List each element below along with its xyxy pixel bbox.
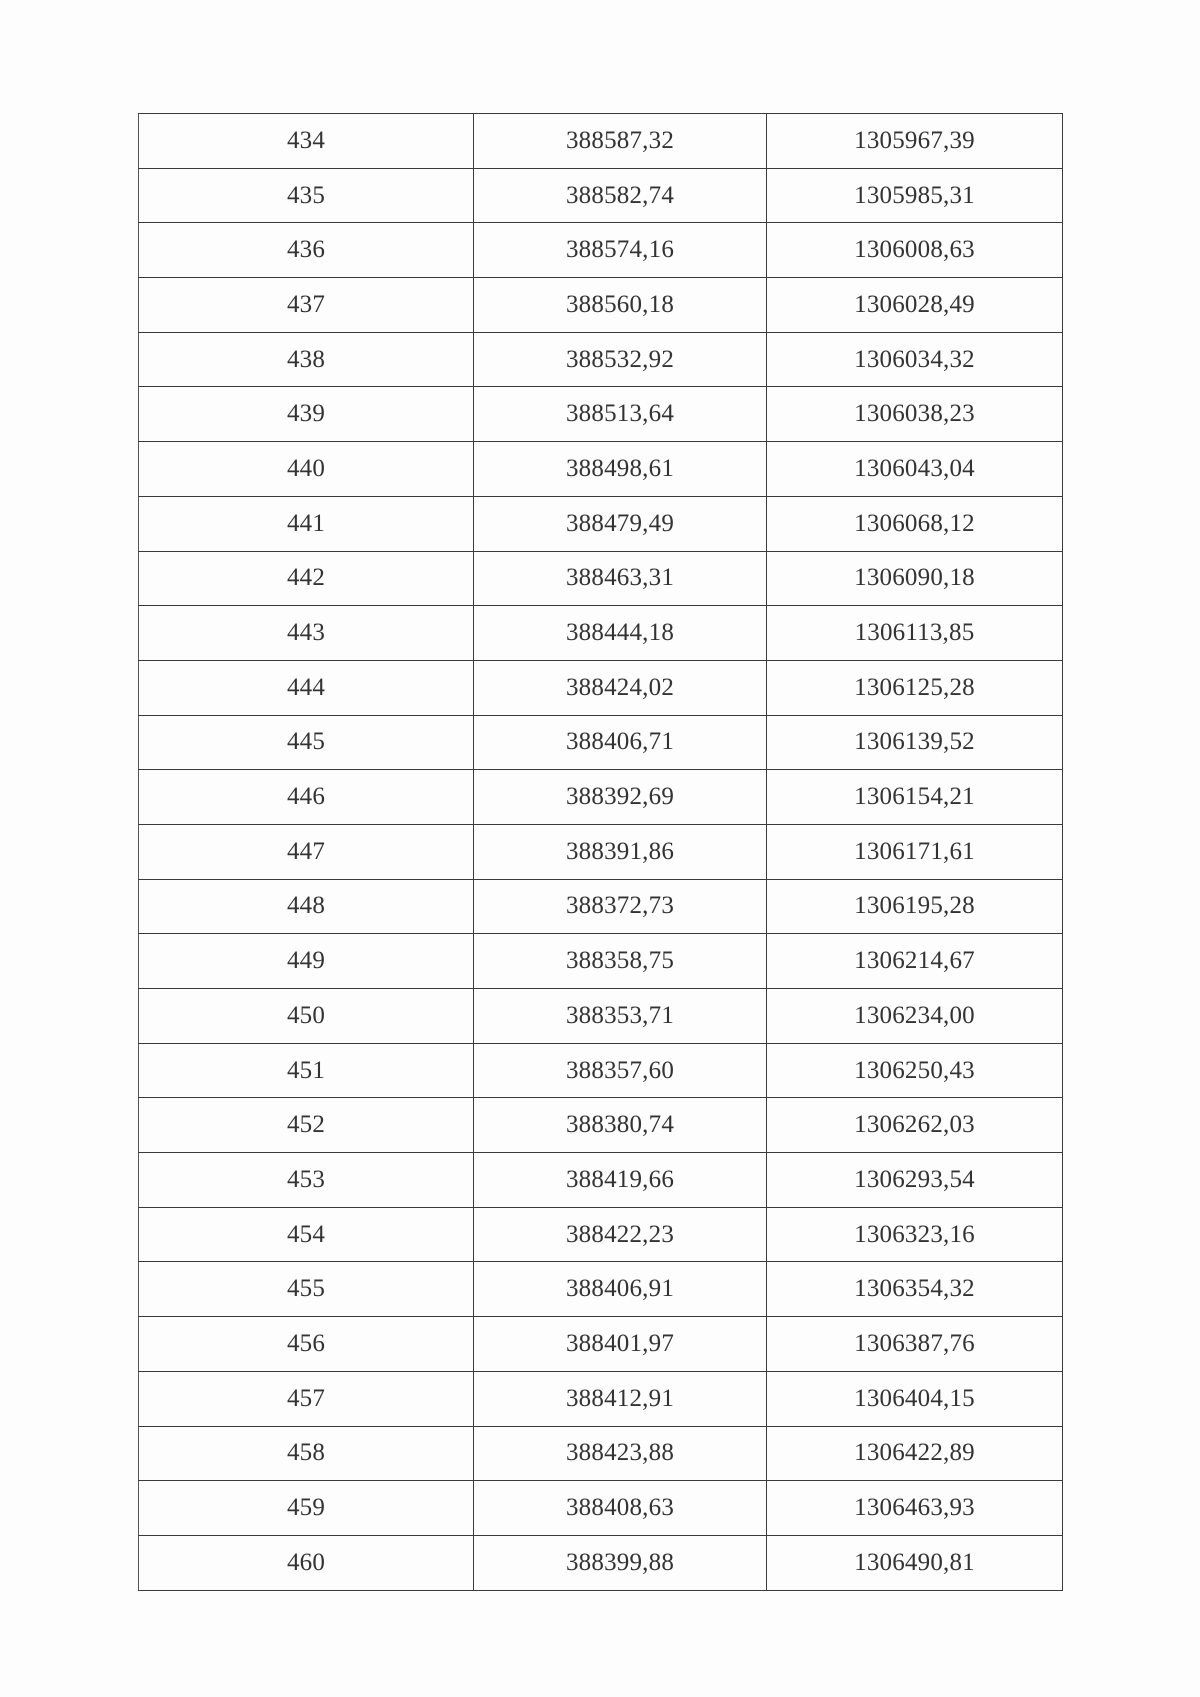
x-coordinate-cell: 388412,91 <box>474 1371 767 1426</box>
point-number-cell: 450 <box>139 989 474 1044</box>
point-number-cell: 452 <box>139 1098 474 1153</box>
x-coordinate-cell: 388358,75 <box>474 934 767 989</box>
y-coordinate-cell: 1306262,03 <box>767 1098 1063 1153</box>
table-row <box>139 332 1063 387</box>
x-coordinate-cell: 388463,31 <box>474 551 767 606</box>
x-coordinate-cell: 388574,16 <box>474 223 767 278</box>
y-coordinate-cell: 1306195,28 <box>767 879 1063 934</box>
y-coordinate-cell: 1306214,67 <box>767 934 1063 989</box>
y-coordinate-cell: 1306354,32 <box>767 1262 1063 1317</box>
table-row <box>139 1098 1063 1153</box>
point-number-cell: 454 <box>139 1207 474 1262</box>
table-row <box>139 770 1063 825</box>
point-number-cell: 439 <box>139 387 474 442</box>
point-number-cell: 457 <box>139 1371 474 1426</box>
y-coordinate-cell: 1306008,63 <box>767 223 1063 278</box>
x-coordinate-cell: 388419,66 <box>474 1153 767 1208</box>
x-coordinate-cell: 388444,18 <box>474 606 767 661</box>
coordinates-table-body <box>139 114 1063 1591</box>
y-coordinate-cell: 1306387,76 <box>767 1317 1063 1372</box>
x-coordinate-cell: 388392,69 <box>474 770 767 825</box>
table-row <box>139 824 1063 879</box>
x-coordinate-cell: 388513,64 <box>474 387 767 442</box>
table-row <box>139 278 1063 333</box>
y-coordinate-cell: 1306404,15 <box>767 1371 1063 1426</box>
point-number-cell: 435 <box>139 168 474 223</box>
table-row <box>139 879 1063 934</box>
x-coordinate-cell: 388560,18 <box>474 278 767 333</box>
point-number-cell: 448 <box>139 879 474 934</box>
x-coordinate-cell: 388399,88 <box>474 1535 767 1590</box>
y-coordinate-cell: 1306068,12 <box>767 496 1063 551</box>
point-number-cell: 453 <box>139 1153 474 1208</box>
y-coordinate-cell: 1306422,89 <box>767 1426 1063 1481</box>
point-number-cell: 455 <box>139 1262 474 1317</box>
table-row <box>139 1535 1063 1590</box>
point-number-cell: 459 <box>139 1481 474 1536</box>
x-coordinate-cell: 388587,32 <box>474 114 767 169</box>
x-coordinate-cell: 388498,61 <box>474 442 767 497</box>
y-coordinate-cell: 1306463,93 <box>767 1481 1063 1536</box>
x-coordinate-cell: 388423,88 <box>474 1426 767 1481</box>
point-number-cell: 446 <box>139 770 474 825</box>
point-number-cell: 440 <box>139 442 474 497</box>
y-coordinate-cell: 1306028,49 <box>767 278 1063 333</box>
table-row <box>139 387 1063 442</box>
table-row <box>139 442 1063 497</box>
x-coordinate-cell: 388353,71 <box>474 989 767 1044</box>
point-number-cell: 451 <box>139 1043 474 1098</box>
table-row <box>139 989 1063 1044</box>
x-coordinate-cell: 388422,23 <box>474 1207 767 1262</box>
table-row <box>139 1371 1063 1426</box>
y-coordinate-cell: 1306139,52 <box>767 715 1063 770</box>
x-coordinate-cell: 388479,49 <box>474 496 767 551</box>
y-coordinate-cell: 1306113,85 <box>767 606 1063 661</box>
point-number-cell: 441 <box>139 496 474 551</box>
table-row <box>139 1426 1063 1481</box>
y-coordinate-cell: 1306154,21 <box>767 770 1063 825</box>
point-number-cell: 445 <box>139 715 474 770</box>
point-number-cell: 456 <box>139 1317 474 1372</box>
x-coordinate-cell: 388401,97 <box>474 1317 767 1372</box>
x-coordinate-cell: 388582,74 <box>474 168 767 223</box>
point-number-cell: 434 <box>139 114 474 169</box>
table-row <box>139 606 1063 661</box>
table-row <box>139 660 1063 715</box>
x-coordinate-cell: 388380,74 <box>474 1098 767 1153</box>
point-number-cell: 447 <box>139 824 474 879</box>
y-coordinate-cell: 1306038,23 <box>767 387 1063 442</box>
table-row <box>139 1043 1063 1098</box>
x-coordinate-cell: 388408,63 <box>474 1481 767 1536</box>
y-coordinate-cell: 1306171,61 <box>767 824 1063 879</box>
point-number-cell: 442 <box>139 551 474 606</box>
point-number-cell: 443 <box>139 606 474 661</box>
table-row <box>139 114 1063 169</box>
point-number-cell: 438 <box>139 332 474 387</box>
table-row <box>139 1317 1063 1372</box>
point-number-cell: 437 <box>139 278 474 333</box>
table-row <box>139 496 1063 551</box>
y-coordinate-cell: 1306090,18 <box>767 551 1063 606</box>
y-coordinate-cell: 1306125,28 <box>767 660 1063 715</box>
y-coordinate-cell: 1306323,16 <box>767 1207 1063 1262</box>
x-coordinate-cell: 388391,86 <box>474 824 767 879</box>
table-row <box>139 1207 1063 1262</box>
point-number-cell: 458 <box>139 1426 474 1481</box>
y-coordinate-cell: 1306043,04 <box>767 442 1063 497</box>
y-coordinate-cell: 1306293,54 <box>767 1153 1063 1208</box>
point-number-cell: 444 <box>139 660 474 715</box>
y-coordinate-cell: 1306234,00 <box>767 989 1063 1044</box>
x-coordinate-cell: 388372,73 <box>474 879 767 934</box>
x-coordinate-cell: 388424,02 <box>474 660 767 715</box>
point-number-cell: 449 <box>139 934 474 989</box>
coordinates-table <box>138 113 1063 1591</box>
y-coordinate-cell: 1306490,81 <box>767 1535 1063 1590</box>
point-number-cell: 436 <box>139 223 474 278</box>
table-row <box>139 223 1063 278</box>
table-row <box>139 934 1063 989</box>
table-row <box>139 168 1063 223</box>
x-coordinate-cell: 388406,91 <box>474 1262 767 1317</box>
table-row <box>139 715 1063 770</box>
point-number-cell: 460 <box>139 1535 474 1590</box>
y-coordinate-cell: 1305967,39 <box>767 114 1063 169</box>
x-coordinate-cell: 388406,71 <box>474 715 767 770</box>
y-coordinate-cell: 1305985,31 <box>767 168 1063 223</box>
table-row <box>139 551 1063 606</box>
y-coordinate-cell: 1306250,43 <box>767 1043 1063 1098</box>
table-row <box>139 1262 1063 1317</box>
x-coordinate-cell: 388357,60 <box>474 1043 767 1098</box>
y-coordinate-cell: 1306034,32 <box>767 332 1063 387</box>
x-coordinate-cell: 388532,92 <box>474 332 767 387</box>
table-row <box>139 1481 1063 1536</box>
table-row <box>139 1153 1063 1208</box>
